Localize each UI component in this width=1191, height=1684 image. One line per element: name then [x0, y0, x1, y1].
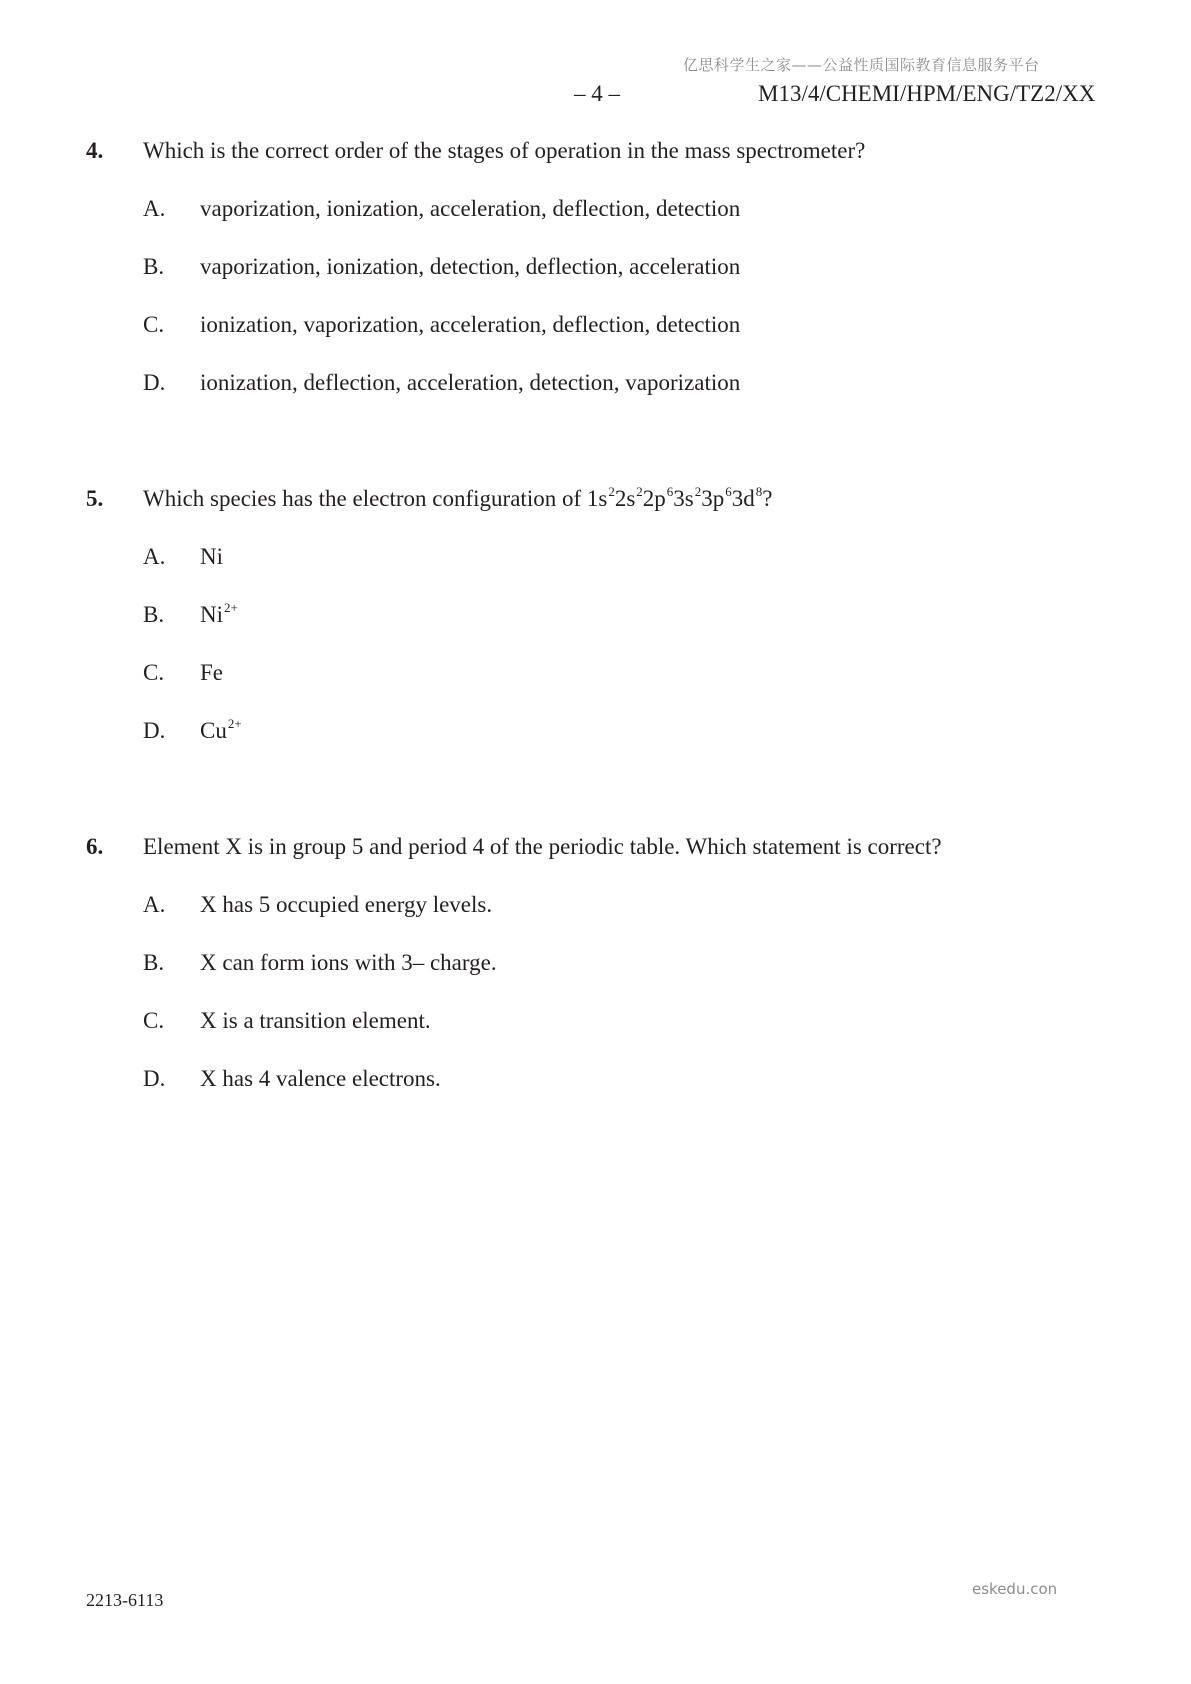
question-text: Which is the correct order of the stages of operation in the mass spectrometer?	[143, 138, 866, 163]
orbital-term: $3d^8$	[731, 484, 763, 511]
option-letter: D.	[143, 1066, 166, 1091]
option-letter: D.	[143, 718, 166, 743]
question-number: 5.	[86, 486, 104, 511]
orbital-term: $3p^6$	[701, 484, 732, 511]
option-text: X has 4 valence electrons.	[200, 1066, 441, 1091]
option-text: $Ni^{2+}$	[200, 600, 238, 627]
electron-configuration	[587, 486, 762, 511]
option-letter: C.	[143, 312, 165, 337]
question-text-suffix: ?	[762, 486, 773, 511]
option-letter: D.	[143, 370, 166, 395]
option-d	[0, 718, 1191, 776]
orbital-term: $1s^2$	[586, 484, 615, 511]
option-letter: C.	[143, 660, 165, 685]
footer-site: eskedu.con	[972, 1580, 1058, 1598]
option-a	[0, 892, 1191, 950]
orbital-term: $2p^6$	[642, 484, 674, 511]
option-letter: A.	[143, 196, 166, 221]
page-number: – 4 –	[574, 81, 620, 106]
question-text	[143, 486, 772, 512]
option-letter: A.	[143, 892, 166, 917]
question-number: 6.	[86, 834, 104, 859]
option-c	[0, 660, 1191, 718]
option-text: $Cu^{2+}$	[200, 716, 242, 743]
question-text-prefix: Which species has the electron configuration of	[143, 486, 587, 511]
option-letter: C.	[143, 1008, 165, 1033]
option-text: X is a transition element.	[200, 1008, 431, 1033]
footer-code: 2213-6113	[86, 1590, 164, 1610]
orbital-term: $3s^2$	[673, 484, 702, 511]
option-letter: B.	[143, 950, 165, 975]
option-letter: A.	[143, 544, 166, 569]
option-b	[0, 254, 1191, 312]
option-text: X has 5 occupied energy levels.	[200, 892, 493, 917]
option-text: vaporization, ionization, acceleration, deflection, detection	[200, 196, 741, 221]
option-text: X can form ions with 3– charge.	[200, 950, 497, 975]
option-letter: B.	[143, 254, 165, 279]
question-number: 4.	[86, 138, 104, 163]
option-d	[0, 370, 1191, 428]
option-c	[0, 312, 1191, 370]
option-text: ionization, deflection, acceleration, detection, vaporization	[200, 370, 741, 395]
paper-code: M13/4/CHEMI/HPM/ENG/TZ2/XX	[758, 81, 1096, 106]
option-text: vaporization, ionization, detection, deflection, acceleration	[200, 254, 741, 279]
question-6	[0, 834, 1191, 1124]
option-d	[0, 1066, 1191, 1124]
option-letter: B.	[143, 602, 165, 627]
question-text: Element X is in group 5 and period 4 of the periodic table. Which statement is correct?	[143, 834, 942, 859]
question-5	[0, 486, 1191, 776]
watermark: 亿思科学生之家——公益性质国际教育信息服务平台	[683, 56, 1040, 74]
option-text: Fe	[200, 660, 223, 685]
option-text: ionization, vaporization, acceleration, deflection, detection	[200, 312, 741, 337]
question-4	[0, 138, 1191, 428]
option-b	[0, 950, 1191, 1008]
option-a	[0, 196, 1191, 254]
option-b	[0, 602, 1191, 660]
option-a	[0, 544, 1191, 602]
option-text: Ni	[200, 544, 223, 569]
orbital-term: $2s^2$	[614, 484, 643, 511]
option-c	[0, 1008, 1191, 1066]
